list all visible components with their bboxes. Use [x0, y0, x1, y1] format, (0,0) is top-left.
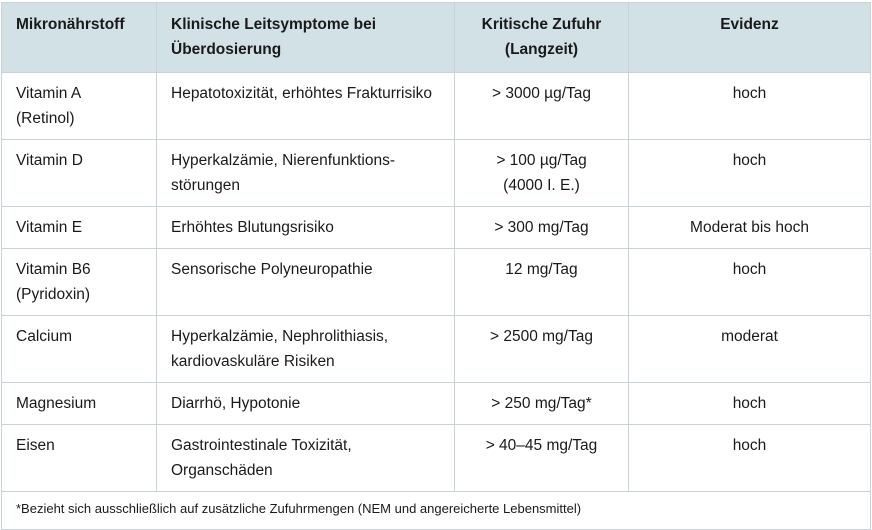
intake-cell — [455, 73, 629, 140]
intake-text: 12 mg/Tag — [505, 261, 578, 278]
table-row — [2, 425, 871, 492]
symptoms-text: Diarrhö, Hypotonie — [171, 395, 301, 412]
nutrient-cell — [2, 249, 157, 316]
intake-text: > 100 µg/Tag — [496, 152, 587, 169]
evidence-cell — [629, 140, 871, 207]
symptoms-text: Hyperkalzämie, Nephrolithiasis, — [171, 328, 389, 345]
intake-text: > 2500 mg/Tag — [490, 328, 593, 345]
symptoms-text-cont: störungen — [171, 177, 240, 194]
table-body — [2, 73, 871, 530]
table-row — [2, 207, 871, 249]
intake-text: > 3000 µg/Tag — [492, 85, 591, 102]
table-row — [2, 73, 871, 140]
header-nutrient — [2, 3, 157, 73]
nutrient-table-container — [1, 2, 870, 530]
symptoms-cell — [157, 249, 455, 316]
evidence-cell — [629, 207, 871, 249]
symptoms-cell — [157, 316, 455, 383]
nutrient-name: Eisen — [16, 437, 55, 454]
intake-text-cont: (4000 I. E.) — [503, 177, 580, 194]
table-row — [2, 383, 871, 425]
header-evidence-text: Evidenz — [720, 16, 779, 33]
evidence-cell — [629, 425, 871, 492]
nutrient-subname: (Pyridoxin) — [16, 286, 91, 303]
nutrient-cell — [2, 140, 157, 207]
header-intake — [455, 3, 629, 73]
evidence-text: hoch — [732, 152, 767, 169]
footnote: *Bezieht sich ausschließlich auf zusätzliche Zufuhrmengen (NEM und angereicherte Lebensmittel) — [2, 492, 871, 530]
header-symptoms — [157, 3, 455, 73]
evidence-cell — [629, 316, 871, 383]
symptoms-text: Hyperkalzämie, Nierenfunktions- — [171, 152, 395, 169]
symptoms-text: Sensorische Polyneuropathie — [171, 261, 373, 278]
nutrient-name: Vitamin A — [16, 85, 82, 102]
intake-cell — [455, 207, 629, 249]
intake-text: > 250 mg/Tag* — [491, 395, 592, 412]
footnote-row — [2, 492, 871, 530]
nutrient-name: Vitamin B6 — [16, 261, 91, 278]
table-header — [2, 3, 871, 73]
intake-text: > 40–45 mg/Tag — [485, 437, 598, 454]
header-symptoms-line1: Klinische Leitsymptome bei — [171, 16, 376, 33]
header-evidence — [629, 3, 871, 73]
table-row — [2, 140, 871, 207]
symptoms-text: Erhöhtes Blutungsrisiko — [171, 219, 334, 236]
intake-cell — [455, 140, 629, 207]
symptoms-text: Hepatotoxizität, erhöhtes Frakturrisiko — [171, 85, 433, 102]
symptoms-cell — [157, 140, 455, 207]
symptoms-cell — [157, 73, 455, 140]
nutrient-toxicity-table — [1, 2, 871, 530]
nutrient-subname: (Retinol) — [16, 110, 75, 127]
nutrient-name: Vitamin E — [16, 219, 83, 236]
evidence-cell — [629, 249, 871, 316]
nutrient-name: Vitamin D — [16, 152, 83, 169]
evidence-text: hoch — [732, 85, 767, 102]
nutrient-cell — [2, 207, 157, 249]
intake-cell — [455, 425, 629, 492]
nutrient-name: Calcium — [16, 328, 72, 345]
nutrient-cell — [2, 73, 157, 140]
header-intake-line1: Kritische Zufuhr — [481, 16, 602, 33]
intake-cell — [455, 316, 629, 383]
intake-cell — [455, 383, 629, 425]
evidence-text: hoch — [732, 395, 767, 412]
header-nutrient-text: Mikronährstoff — [16, 16, 125, 33]
table-row — [2, 249, 871, 316]
symptoms-cell — [157, 207, 455, 249]
symptoms-cell — [157, 425, 455, 492]
evidence-text: Moderat bis hoch — [690, 219, 809, 236]
symptoms-text: Gastrointestinale Toxizität, — [171, 437, 352, 454]
nutrient-cell — [2, 425, 157, 492]
evidence-text: moderat — [721, 328, 778, 345]
header-symptoms-line2: Überdosierung — [171, 41, 282, 58]
evidence-text: hoch — [732, 261, 767, 278]
table-row — [2, 316, 871, 383]
nutrient-name: Magnesium — [16, 395, 97, 412]
symptoms-text-cont: kardiovaskuläre Risiken — [171, 353, 335, 370]
evidence-text: hoch — [732, 437, 767, 454]
evidence-cell — [629, 383, 871, 425]
intake-text: > 300 mg/Tag — [494, 219, 589, 236]
nutrient-cell — [2, 316, 157, 383]
evidence-cell — [629, 73, 871, 140]
nutrient-cell — [2, 383, 157, 425]
header-intake-line2: (Langzeit) — [504, 41, 579, 58]
symptoms-text-cont: Organschäden — [171, 462, 273, 479]
symptoms-cell — [157, 383, 455, 425]
header-row — [2, 3, 871, 73]
intake-cell — [455, 249, 629, 316]
